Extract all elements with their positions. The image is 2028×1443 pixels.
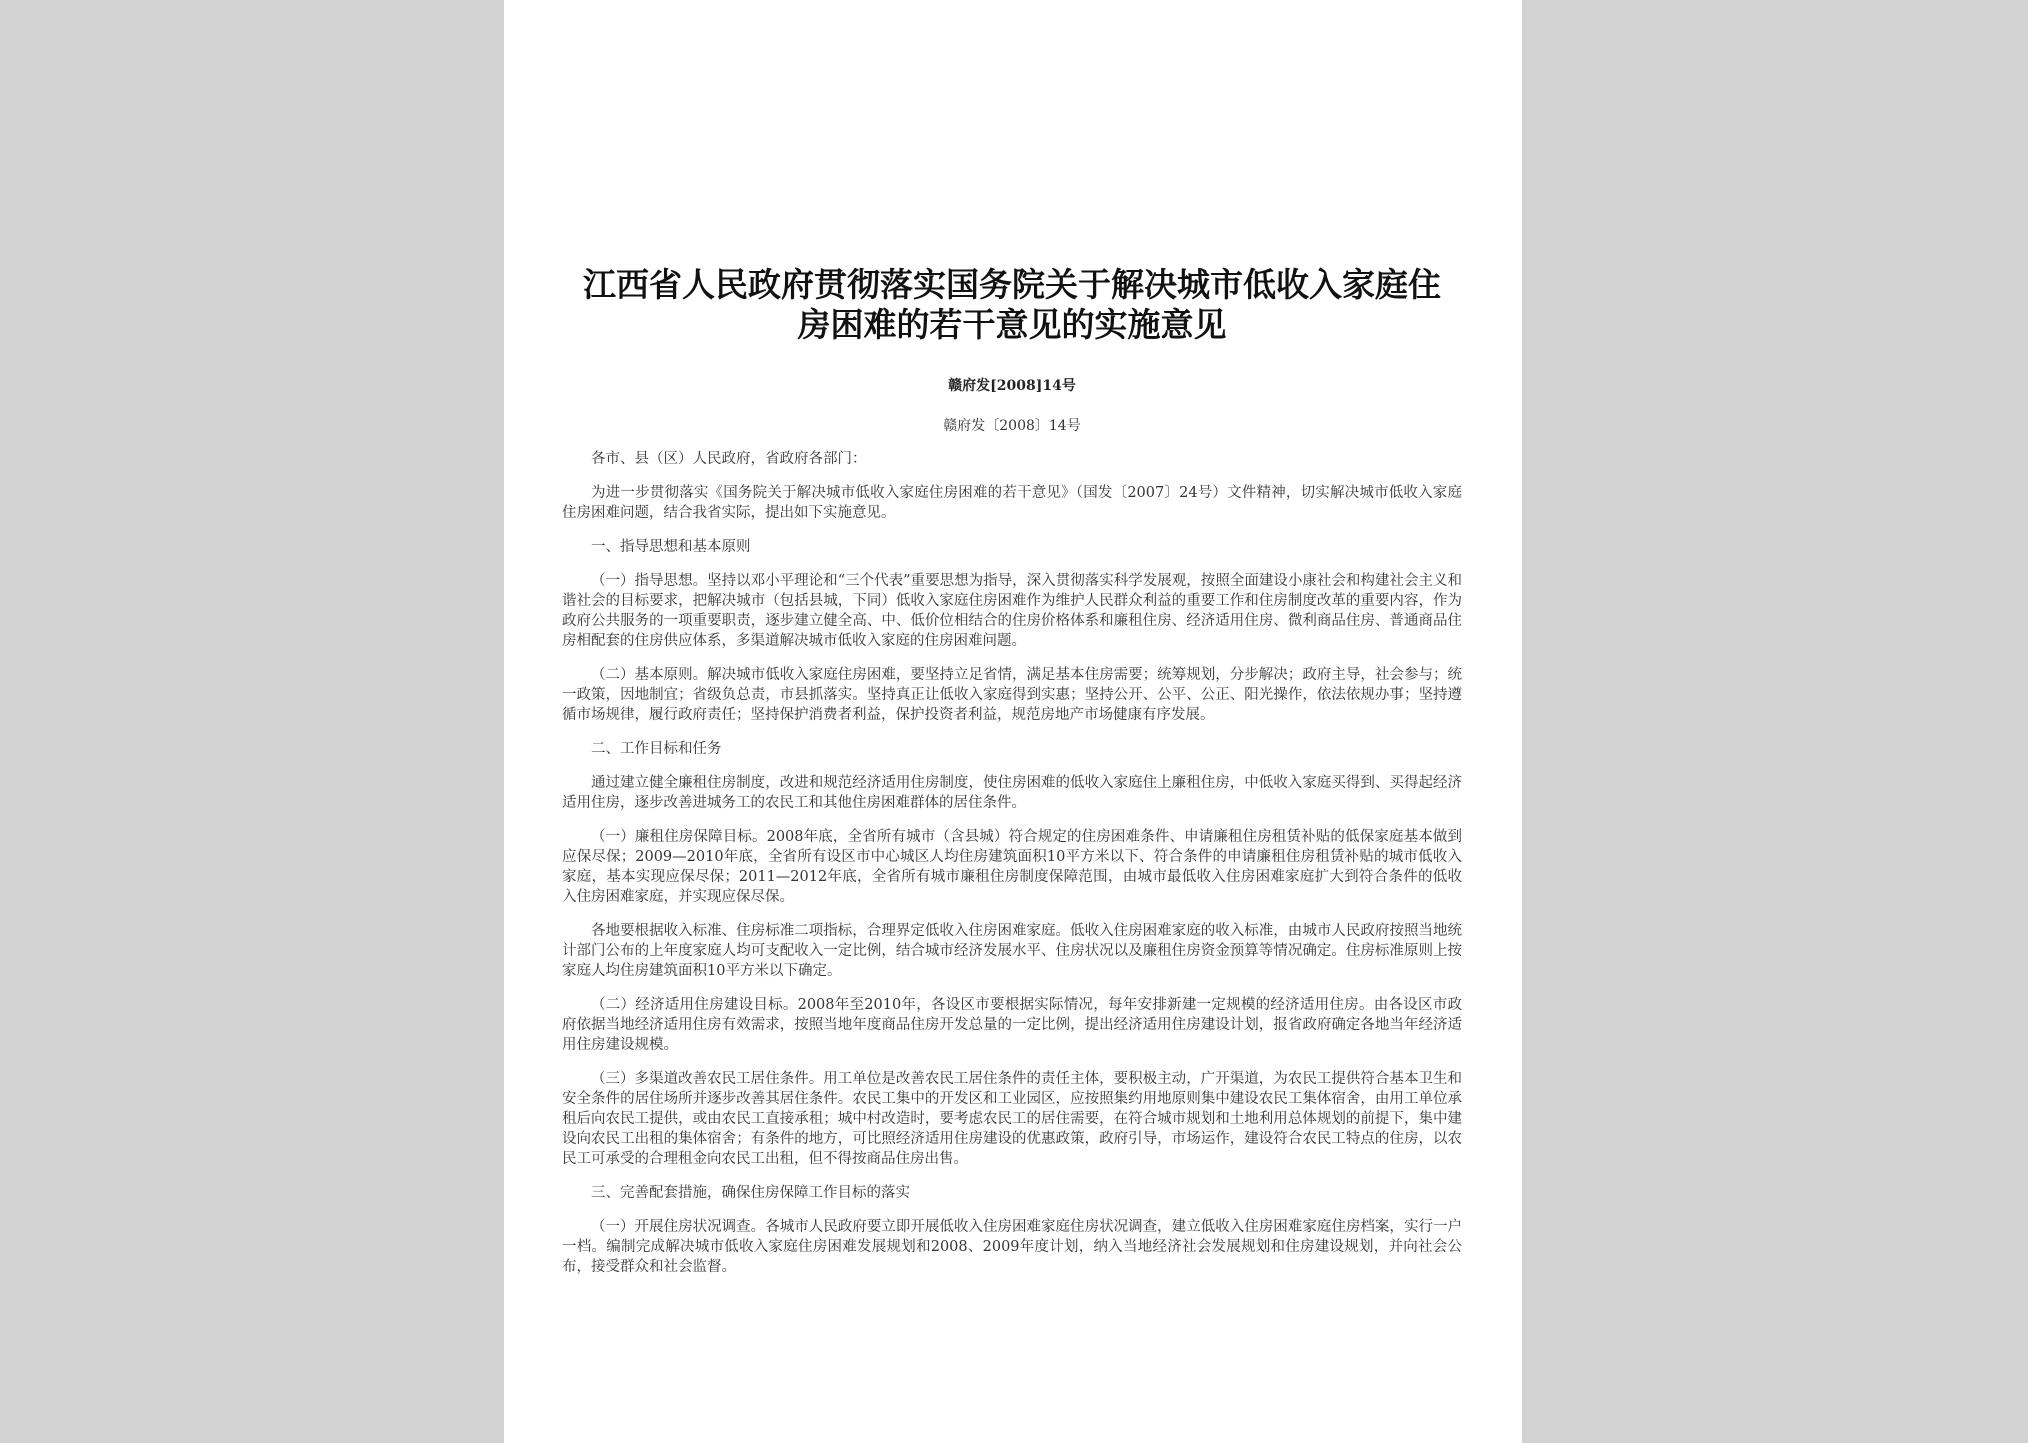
document-title: 江西省人民政府贯彻落实国务院关于解决城市低收入家庭住房困难的若干意见的实施意见 [583,265,1441,344]
document-body [562,449,1462,1277]
paragraph: （三）多渠道改善农民工居住条件。用工单位是改善农民工居住条件的责任主体，要积极主动，广开渠道，为农民工提供符合基本卫生和安全条件的居住场所并逐步改善其居住条件。农民工集中的开发区和工业园区，应按照集约用地原则集中建设农民工集体宿舍，由用工单位承租后向农民工提供，或由农民工直接承租；城中村改造时，要考虑农民工的居住需要，在符合城市规划和土地利用总体规划的前提下，集中建设向农民工出租的集体宿舍；有条件的地方，可比照经济适用住房建设的优惠政策，政府引导，市场运作，建设符合农民工特点的住房，以农民工可承受的合理租金向农民工出租，但不得按商品住房出售。 [562,1071,1462,1167]
document-number-heading: 赣府发[2008]14号 [948,378,1076,394]
addressee-line: 各市、县（区）人民政府，省政府各部门： [591,451,867,467]
paragraph: （二）经济适用住房建设目标。2008年至2010年，各设区市要根据实际情况，每年安排新建一定规模的经济适用住房。由各设区市政府依据当地经济适用住房有效需求，按照当地年度商品住房开发总量的一定比例，提出经济适用住房建设计划，报省政府确定各地当年经济适用住房建设规模。 [562,997,1462,1053]
paragraph: 各地要根据收入标准、住房标准二项指标，合理界定低收入住房困难家庭。低收入住房困难家庭的收入标准，由城市人民政府按照当地统计部门公布的上年度家庭人均可支配收入一定比例，结合城市经济发展水平、住房状况以及廉租住房资金预算等情况确定。住房标准原则上按家庭人均住房建筑面积10平方米以下确定。 [562,923,1462,979]
paragraph: （一）开展住房状况调查。各城市人民政府要立即开展低收入住房困难家庭住房状况调查，建立低收入住房困难家庭住房档案，实行一户一档。编制完成解决城市低收入家庭住房困难发展规划和2008、2009年度计划，纳入当地经济社会发展规划和住房建设规划，并向社会公布，接受群众和社会监督。 [562,1219,1462,1275]
section-heading-3: 三、完善配套措施，确保住房保障工作目标的落实 [591,1185,910,1201]
paragraph: 通过建立健全廉租住房制度，改进和规范经济适用住房制度，使住房困难的低收入家庭住上廉租住房，中低收入家庭买得到、买得起经济适用住房，逐步改善进城务工的农民工和其他住房困难群体的居住条件。 [562,775,1462,811]
document-page [504,0,1522,1443]
intro-paragraph: 为进一步贯彻落实《国务院关于解决城市低收入家庭住房困难的若干意见》（国发〔2007〕24号）文件精神，切实解决城市低收入家庭住房困难问题，结合我省实际，提出如下实施意见。 [562,485,1462,521]
paragraph: （二）基本原则。解决城市低收入家庭住房困难，要坚持立足省情，满足基本住房需要；统筹规划，分步解决；政府主导，社会参与；统一政策，因地制宜；省级负总责，市县抓落实。坚持真正让低收入家庭得到实惠；坚持公开、公平、公正、阳光操作，依法依规办事；坚持遵循市场规律，履行政府责任；坚持保护消费者利益，保护投资者利益，规范房地产市场健康有序发展。 [562,667,1462,723]
document-number: 赣府发〔2008〕14号 [943,418,1081,434]
paragraph: （一）指导思想。坚持以邓小平理论和“三个代表”重要思想为指导，深入贯彻落实科学发展观，按照全面建设小康社会和构建社会主义和谐社会的目标要求，把解决城市（包括县城，下同）低收入家庭住房困难作为维护人民群众利益的重要工作和住房制度改革的重要内容，作为政府公共服务的一项重要职责，逐步建立健全高、中、低价位相结合的住房价格体系和廉租住房、经济适用住房、微利商品住房、普通商品住房相配套的住房供应体系，多渠道解决城市低收入家庭的住房困难问题。 [562,573,1462,649]
paragraph: （一）廉租住房保障目标。2008年底，全省所有城市（含县城）符合规定的住房困难条件、申请廉租住房租赁补贴的低保家庭基本做到应保尽保；2009—2010年底，全省所有设区市中心城区人均住房建筑面积10平方米以下、符合条件的申请廉租住房租赁补贴的城市低收入家庭，基本实现应保尽保；2011—2012年底，全省所有城市廉租住房制度保障范围，由城市最低收入住房困难家庭扩大到符合条件的低收入住房困难家庭，并实现应保尽保。 [562,829,1462,905]
section-heading-1: 一、指导思想和基本原则 [591,539,751,555]
section-heading-2: 二、工作目标和任务 [591,741,722,757]
